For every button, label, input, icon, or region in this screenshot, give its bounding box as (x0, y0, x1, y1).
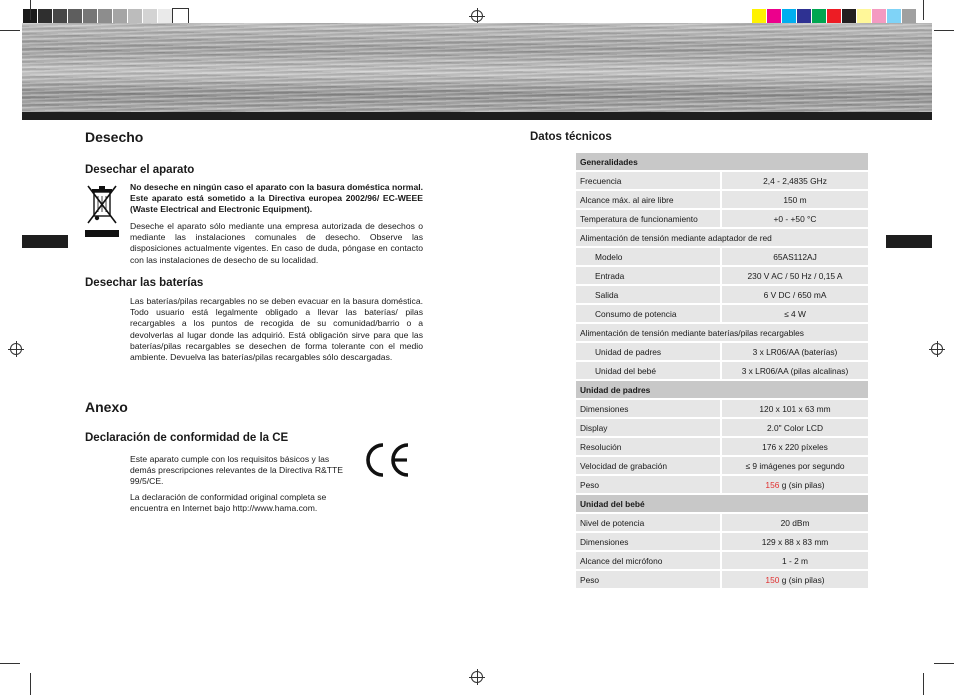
table-label-cell: Alcance del micrófono (576, 552, 720, 569)
table-label-cell: Consumo de potencia (576, 305, 720, 322)
table-row (576, 343, 868, 360)
table-value-cell: 3 x LR06/AA (pilas alcalinas) (720, 362, 868, 379)
table-row (576, 286, 868, 303)
table-label-cell: Salida (576, 286, 720, 303)
calibration-swatch (842, 9, 857, 23)
table-label-cell: Entrada (576, 267, 720, 284)
calibration-swatch (68, 9, 83, 23)
table-label-cell: Display (576, 419, 720, 436)
table-value-cell: 3 x LR06/AA (baterías) (720, 343, 868, 360)
calibration-swatch (872, 9, 887, 23)
table-row (576, 533, 868, 550)
table-row (576, 419, 868, 436)
table-row (576, 400, 868, 417)
table-value-cell: +0 - +50 °C (720, 210, 868, 227)
table-row (576, 305, 868, 322)
table-row (576, 438, 868, 455)
calibration-swatch (173, 9, 188, 23)
subsection-title-aparato: Desechar el aparato (85, 164, 195, 176)
disposal-instructions-text: Deseche el aparato sólo mediante una empresa autorizada de desechos o mediante las instalaciones comunales de desecho. Observe las disposiciones actualmente vigentes. En caso de duda, póngase en contacto con las instalaciones de desecho de su localidad. (130, 221, 423, 265)
table-value-cell: 2.0" Color LCD (720, 419, 868, 436)
left-page-tab (22, 235, 68, 248)
right-page-tab (886, 235, 932, 248)
table-header-cell: Unidad del bebé (576, 495, 868, 512)
calibration-swatch (812, 9, 827, 23)
table-value-cell: 20 dBm (720, 514, 868, 531)
brushed-metal-header (22, 23, 932, 112)
table-row (576, 457, 868, 474)
table-label-cell: Velocidad de grabación (576, 457, 720, 474)
subsection-title-ce: Declaración de conformidad de la CE (85, 432, 289, 444)
calibration-swatch (857, 9, 872, 23)
weee-marking-bar (85, 230, 119, 237)
table-row (576, 267, 868, 284)
calibration-swatch (83, 9, 98, 23)
table-value-cell: 120 x 101 x 63 mm (720, 400, 868, 417)
battery-disposal-text: Las baterías/pilas recargables no se deben evacuar en la basura doméstica. Todo usuario está legalmente obligado a llevar las baterías/ pilas recargables a los puntos de recogida de su comunidad/barrio o a devolverlas al lugar donde las adquirió. Está obligación sirve para que las baterías/pilas recargables se desechen de forma tolerante con el medio ambiente. Devuelva las baterías/pilas recargables sólo descargadas. (130, 296, 423, 363)
registration-mark-icon (471, 10, 483, 22)
crop-mark (0, 30, 20, 31)
calibration-swatch (143, 9, 158, 23)
calibration-swatch (158, 9, 173, 23)
header-bottom-bar (22, 112, 932, 120)
table-header-cell: Generalidades (576, 153, 868, 170)
weight-unit: g (sin pilas) (779, 479, 825, 490)
ce-declaration-text: La declaración de conformidad original completa se encuentra en Internet bajo http://www.hama.com. (130, 492, 327, 514)
ce-requirements-text: Este aparato cumple con los requisitos básicos y las demás prescripciones relevantes de la Directiva R&TTE 99/5/CE. (130, 454, 344, 487)
table-row (576, 172, 868, 189)
table-value-cell: 230 V AC / 50 Hz / 0,15 A (720, 267, 868, 284)
crop-mark (934, 30, 954, 31)
table-row (576, 210, 868, 227)
table-value-cell: 129 x 88 x 83 mm (720, 533, 868, 550)
calibration-swatch (98, 9, 113, 23)
weight-number: 150 (765, 574, 780, 585)
color-calibration-strip (752, 9, 917, 23)
table-row (576, 362, 868, 379)
calibration-swatch (752, 9, 767, 23)
calibration-swatch (113, 9, 128, 23)
table-label-cell: Unidad de padres (576, 343, 720, 360)
table-value-cell: 6 V DC / 650 mA (720, 286, 868, 303)
crossed-out-wheelie-bin-icon (85, 183, 119, 229)
crop-mark (923, 0, 924, 20)
table-value-cell: 176 x 220 píxeles (720, 438, 868, 455)
table-label-cell: Alcance máx. al aire libre (576, 191, 720, 208)
table-label-cell: Nivel de potencia (576, 514, 720, 531)
technical-data-table (576, 151, 868, 590)
weight-unit: g (sin pilas) (779, 574, 825, 585)
weight-number: 156 (765, 479, 780, 490)
table-row (576, 571, 868, 588)
registration-mark-icon (471, 671, 483, 683)
calibration-swatch (782, 9, 797, 23)
table-label-cell: Modelo (576, 248, 720, 265)
section-title-anexo: Anexo (85, 399, 128, 415)
table-header-row (576, 153, 868, 170)
table-label-cell: Resolución (576, 438, 720, 455)
weee-warning-text: No deseche en ningún caso el aparato con la basura doméstica normal. Este aparato está sometido a la Directiva europea 2002/96/ EC-WEEE (Waste Electrical and Electronic Equipment). (130, 182, 423, 215)
table-row (576, 191, 868, 208)
subsection-title-baterias: Desechar las baterías (85, 277, 204, 289)
table-group-cell: Alimentación de tensión mediante adaptador de red (576, 229, 868, 246)
calibration-swatch (827, 9, 842, 23)
table-row (576, 552, 868, 569)
table-label-cell: Unidad del bebé (576, 362, 720, 379)
table-label-cell: Dimensiones (576, 400, 720, 417)
table-label-cell: Peso (576, 476, 720, 493)
table-row (576, 324, 868, 341)
table-value-cell: 2,4 - 2,4835 GHz (720, 172, 868, 189)
table-value-cell: 150 m (720, 191, 868, 208)
ce-mark-icon (362, 441, 412, 479)
table-header-cell: Unidad de padres (576, 381, 868, 398)
table-row (576, 514, 868, 531)
table-label-cell: Frecuencia (576, 172, 720, 189)
registration-mark-icon (10, 343, 22, 355)
table-value-cell: 65AS112AJ (720, 248, 868, 265)
gray-scale-strip (23, 9, 188, 23)
crop-mark (30, 0, 31, 20)
table-value-cell (720, 571, 868, 588)
table-value-cell (720, 476, 868, 493)
calibration-swatch (887, 9, 902, 23)
table-value-cell: ≤ 4 W (720, 305, 868, 322)
crop-mark (30, 673, 31, 695)
table-row (576, 476, 868, 493)
table-value-cell: 1 - 2 m (720, 552, 868, 569)
crop-mark (934, 663, 954, 664)
crop-mark (923, 673, 924, 695)
calibration-swatch (128, 9, 143, 23)
registration-mark-icon (931, 343, 943, 355)
table-label-cell: Dimensiones (576, 533, 720, 550)
table-header-row (576, 495, 868, 512)
table-row (576, 248, 868, 265)
calibration-swatch (38, 9, 53, 23)
technical-data-title: Datos técnicos (530, 131, 612, 143)
table-value-cell: ≤ 9 imágenes por segundo (720, 457, 868, 474)
calibration-swatch (767, 9, 782, 23)
table-row (576, 229, 868, 246)
calibration-swatch (902, 9, 917, 23)
table-group-cell: Alimentación de tensión mediante baterías/pilas recargables (576, 324, 868, 341)
table-label-cell: Peso (576, 571, 720, 588)
section-title-desecho: Desecho (85, 129, 144, 145)
table-header-row (576, 381, 868, 398)
calibration-swatch (797, 9, 812, 23)
table-label-cell: Temperatura de funcionamiento (576, 210, 720, 227)
crop-mark (0, 663, 20, 664)
calibration-swatch (53, 9, 68, 23)
